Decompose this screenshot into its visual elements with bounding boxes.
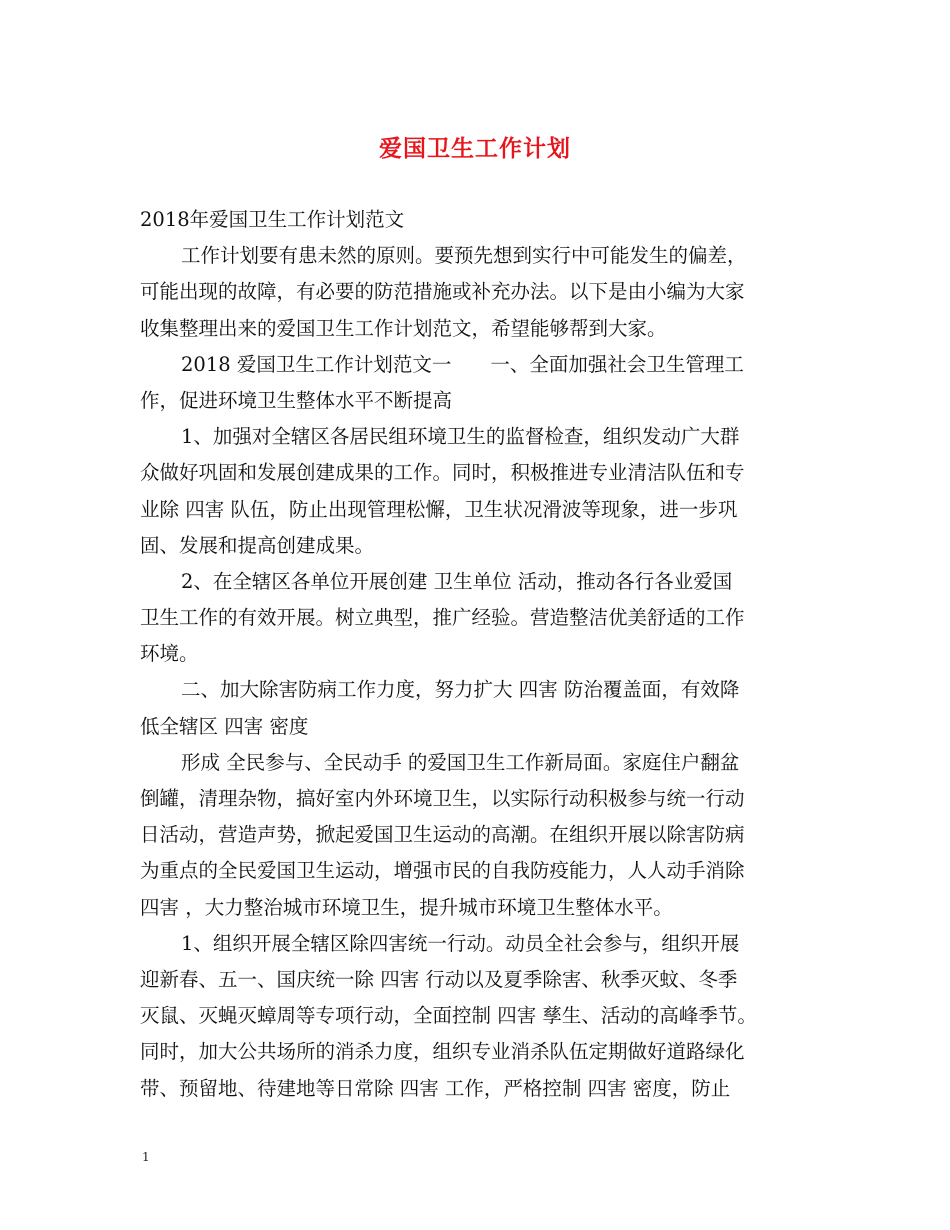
text-line: 带、预留地、待建地等日常除 四害 工作，严格控制 四害 密度，防止 xyxy=(140,1076,731,1100)
text-line: 为重点的全民爱国卫生运动，增强市民的自我防疫能力，人人动手消除 xyxy=(140,859,745,883)
text-line: 环境。 xyxy=(140,642,199,666)
text-line: 形成 全民参与、全民动手 的爱国卫生工作新局面。家庭住户翻盆 xyxy=(181,750,740,774)
text-line: 灭鼠、灭蝇灭蟑周等专项行动，全面控制 四害 孳生、活动的高峰季节。 xyxy=(140,1004,757,1028)
page-number: 1 xyxy=(142,1150,150,1164)
text-line: 工作计划要有患未然的原则。要预先想到实行中可能发生的偏差， xyxy=(181,244,747,268)
text-line: 2、在全辖区各单位开展创建 卫生单位 活动，推动各行各业爱国 xyxy=(181,569,733,593)
text-line: 2018年爱国卫生工作计划范文 xyxy=(140,208,405,231)
text-line: 2018 爱国卫生工作计划范文一 一、全面加强社会卫生管理工 xyxy=(181,352,744,376)
document-body xyxy=(140,202,830,1107)
text-line: 收集整理出来的爱国卫生工作计划范文，希望能够帮到大家。 xyxy=(140,316,667,340)
text-line: 作，促进环境卫生整体水平不断提高 xyxy=(140,388,453,412)
text-line: 业除 四害 队伍，防止出现管理松懈，卫生状况滑波等现象，进一步巩 xyxy=(140,497,738,521)
text-line: 二、加大除害防病工作力度，努力扩大 四害 防治覆盖面，有效降 xyxy=(181,678,740,702)
text-line: 众做好巩固和发展创建成果的工作。同时，积极推进专业清洁队伍和专 xyxy=(140,461,745,485)
text-line: 固、发展和提高创建成果。 xyxy=(140,533,375,557)
text-line: 四害 ，大力整治城市环境卫生，提升城市环境卫生整体水平。 xyxy=(140,895,673,919)
text-line: 同时，加大公共场所的消杀力度，组织专业消杀队伍定期做好道路绿化 xyxy=(140,1040,745,1064)
text-line: 日活动，营造声势，掀起爱国卫生运动的高潮。在组织开展以除害防病 xyxy=(140,823,745,847)
document-title: 爱国卫生工作计划 xyxy=(379,135,571,162)
text-line: 倒罐，清理杂物，搞好室内外环境卫生，以实际行动积极参与统一行动 xyxy=(140,787,745,810)
text-line: 卫生工作的有效开展。树立典型，推广经验。营造整洁优美舒适的工作 xyxy=(140,606,745,630)
text-line: 可能出现的故障，有必要的防范措施或补充办法。以下是由小编为大家 xyxy=(140,280,745,304)
text-line: 迎新春、五一、国庆统一除 四害 行动以及夏季除害、秋季灭蚊、冬季 xyxy=(140,967,738,991)
text-line: 低全辖区 四害 密度 xyxy=(140,714,309,738)
text-line: 1、组织开展全辖区除四害统一行动。动员全社会参与，组织开展 xyxy=(181,931,740,955)
text-line: 1、加强对全辖区各居民组环境卫生的监督检查，组织发动广大群 xyxy=(181,425,740,449)
